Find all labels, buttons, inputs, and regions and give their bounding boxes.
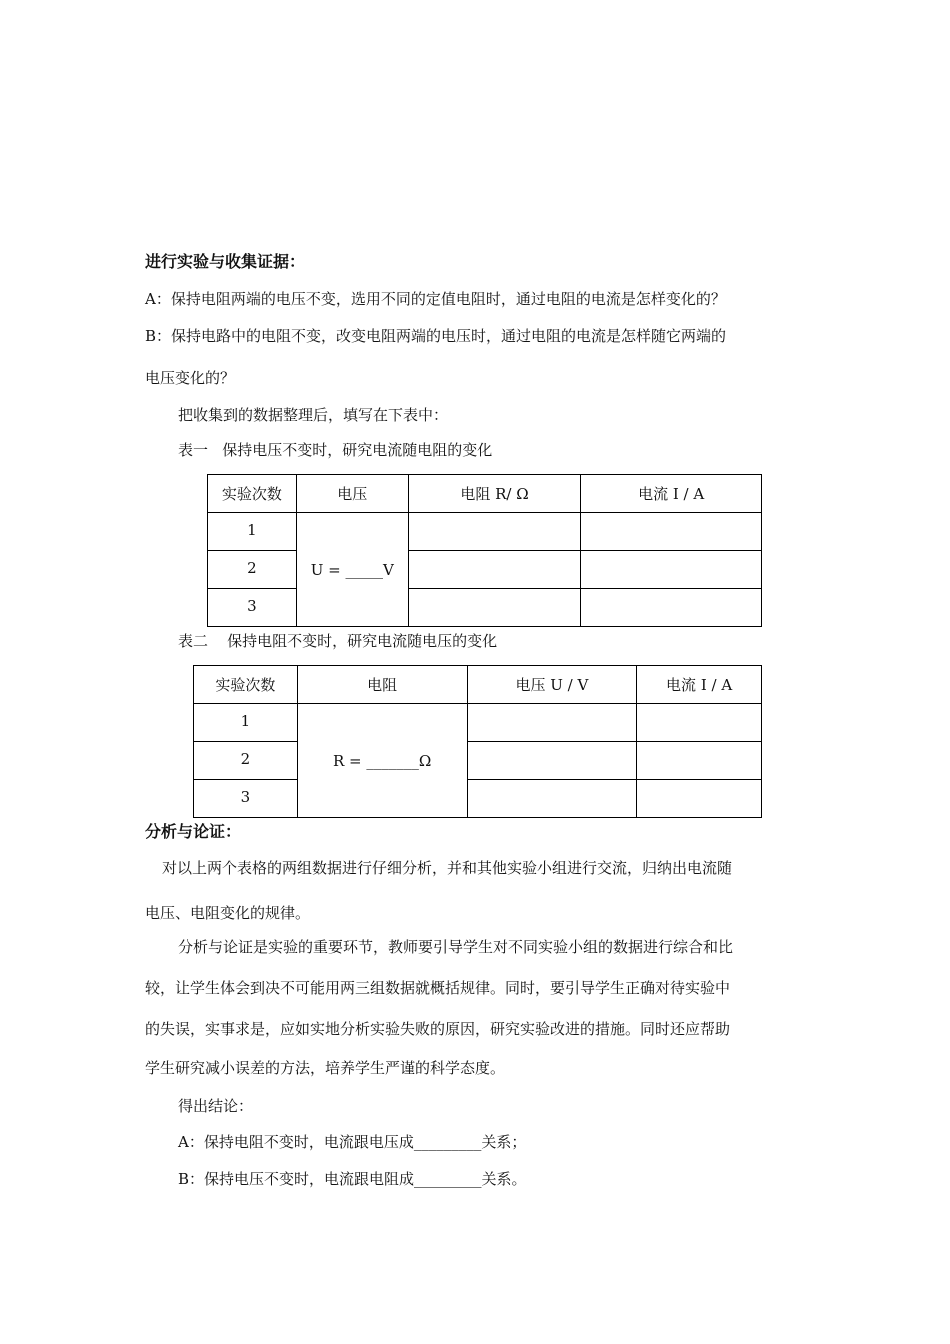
analysis-para2-line2: 较，让学生体会到决不可能用两三组数据就概括规律。同时，要引导学生正确对待实验中	[145, 979, 731, 997]
table-header-cell: 电压	[296, 475, 408, 513]
empty-cell	[408, 513, 581, 551]
table-row	[208, 513, 762, 551]
table-header-cell: 实验次数	[194, 666, 298, 704]
section-heading-experiment: 进行实验与收集证据：	[145, 252, 306, 271]
empty-cell	[581, 589, 762, 627]
table1	[207, 474, 762, 627]
table1-caption: 表一 保持电压不变时，研究电流随电阻的变化	[178, 441, 493, 459]
empty-cell	[408, 551, 581, 589]
table-header-cell: 电阻 R/ Ω	[408, 475, 581, 513]
table-header-cell: 电压 U / V	[467, 666, 637, 704]
section-heading-analysis: 分析与论证：	[145, 822, 242, 841]
analysis-para2-line3: 的失误，实事求是，应如实地分析实验失败的原因，研究实验改进的措施。同时还应帮助	[145, 1020, 731, 1038]
empty-cell	[637, 704, 762, 742]
conclusion-a: A：保持电阻不变时，电流跟电压成_________关系；	[178, 1133, 527, 1151]
analysis-para2-line1: 分析与论证是实验的重要环节，教师要引导学生对不同实验小组的数据进行综合和比	[178, 938, 734, 956]
table-row	[194, 742, 762, 780]
table-row	[194, 704, 762, 742]
trial-number-cell: 1	[208, 513, 297, 551]
analysis-para2-line4: 学生研究减小误差的方法，培养学生严谨的科学态度。	[145, 1059, 506, 1077]
table-row	[208, 589, 762, 627]
table-header-cell: 电阻	[297, 666, 467, 704]
table-header-row	[208, 475, 762, 513]
table-header-row	[194, 666, 762, 704]
empty-cell	[581, 551, 762, 589]
empty-cell	[408, 589, 581, 627]
analysis-para1-line1: 对以上两个表格的两组数据进行仔细分析，并和其他实验小组进行交流，归纳出电流随	[162, 859, 733, 877]
empty-cell	[467, 742, 637, 780]
empty-cell	[467, 704, 637, 742]
table-row	[208, 551, 762, 589]
trial-number-cell: 1	[194, 704, 298, 742]
trial-number-cell: 3	[194, 780, 298, 818]
conclusion-label: 得出结论：	[178, 1097, 254, 1115]
table2	[193, 665, 762, 818]
conclusion-b: B：保持电压不变时，电流跟电阻成_________关系。	[178, 1170, 527, 1188]
question-b-line1: B：保持电路中的电阻不变，改变电阻两端的电压时，通过电阻的电流是怎样随它两端的	[145, 327, 727, 345]
instruction-text: 把收集到的数据整理后，填写在下表中：	[178, 406, 449, 424]
question-a: A：保持电阻两端的电压不变，选用不同的定值电阻时，通过电阻的电流是怎样变化的？	[145, 290, 726, 308]
trial-number-cell: 3	[208, 589, 297, 627]
table-header-cell: 实验次数	[208, 475, 297, 513]
question-b-line2: 电压变化的？	[145, 369, 236, 387]
table-header-cell: 电流 I / A	[581, 475, 762, 513]
empty-cell	[637, 742, 762, 780]
voltage-fixed-cell: U = _____V	[296, 513, 408, 627]
empty-cell	[581, 513, 762, 551]
trial-number-cell: 2	[194, 742, 298, 780]
table2-caption: 表二 保持电阻不变时，研究电流随电压的变化	[178, 632, 498, 650]
table-header-cell: 电流 I / A	[637, 666, 762, 704]
empty-cell	[637, 780, 762, 818]
resistance-fixed-cell: R = _______Ω	[297, 704, 467, 818]
table-row	[194, 780, 762, 818]
analysis-para1-line2: 电压、电阻变化的规律。	[145, 904, 311, 922]
empty-cell	[467, 780, 637, 818]
trial-number-cell: 2	[208, 551, 297, 589]
